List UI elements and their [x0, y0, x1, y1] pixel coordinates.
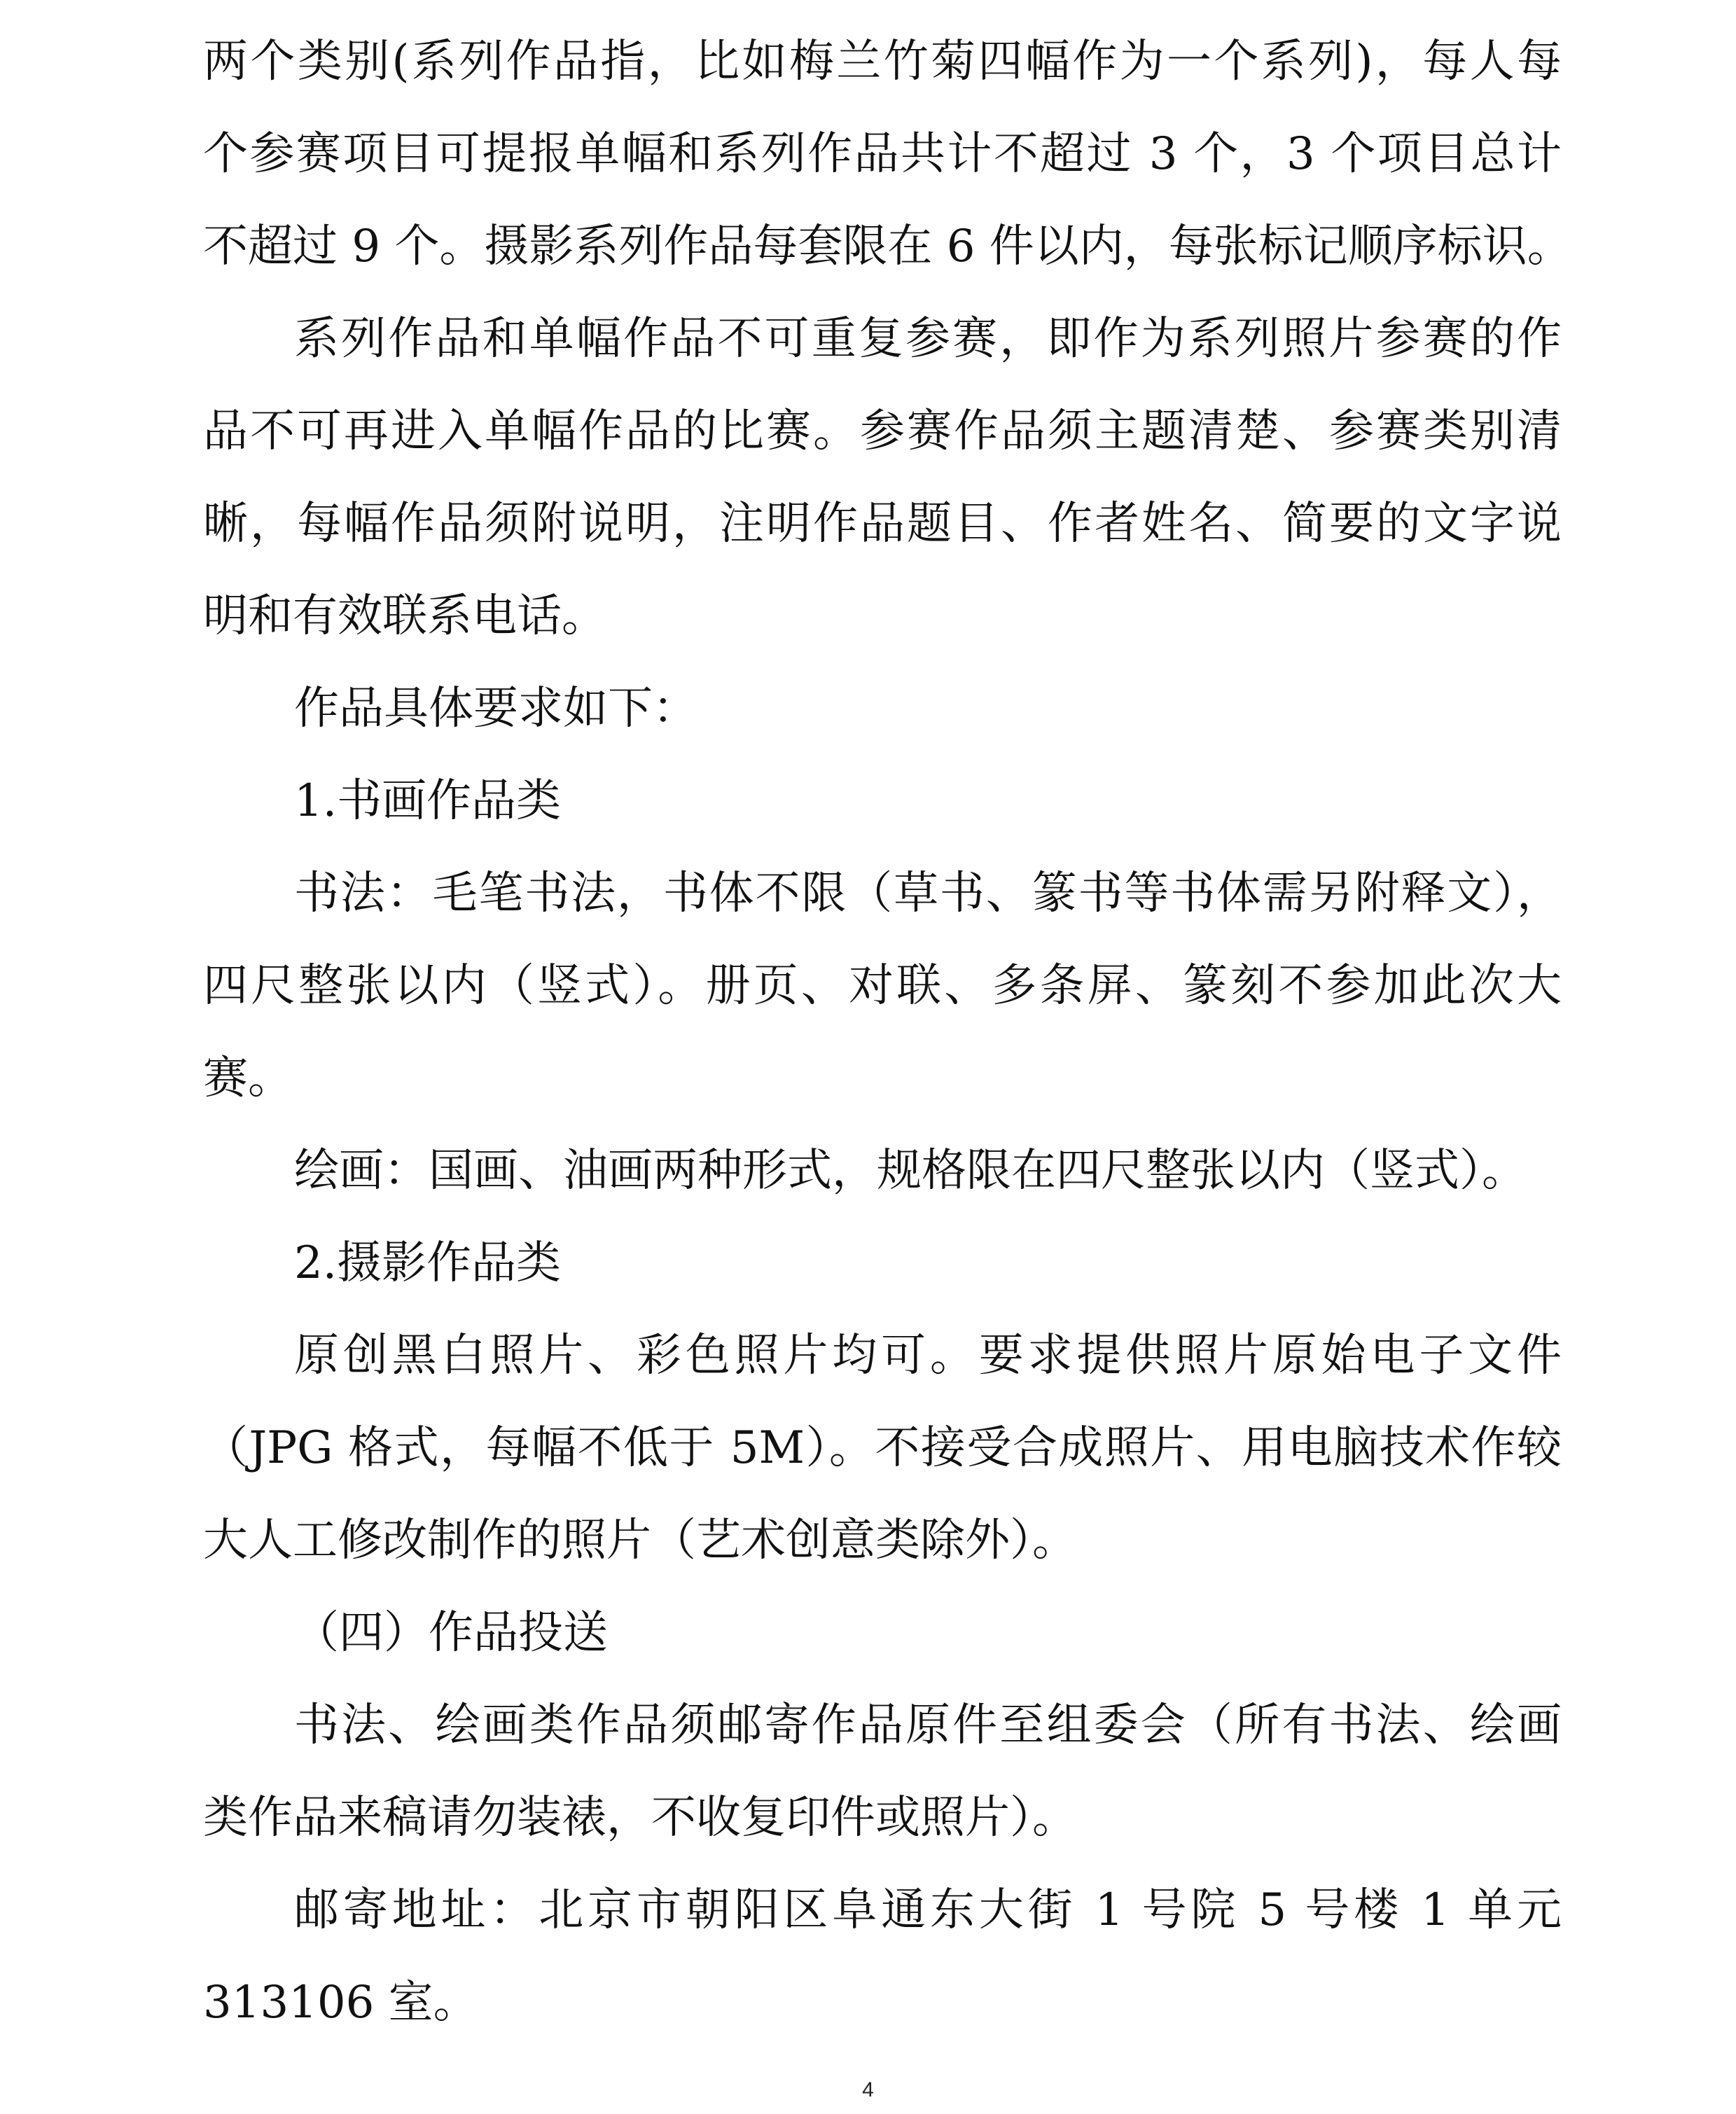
section-heading: 1.书画作品类: [294, 775, 562, 827]
paragraph-line: 个参赛项目可提报单幅和系列作品共计不超过 3 个，3 个项目总计: [203, 128, 1562, 180]
paragraph-line: 四尺整张以内（竖式）。册页、对联、多条屏、篆刻不参加此次大: [203, 960, 1562, 1012]
document-body: [203, 15, 1572, 2049]
paragraph-line: 赛。: [203, 1052, 293, 1104]
paragraph-line: 大人工修改制作的照片（艺术创意类除外）。: [203, 1515, 1077, 1566]
paragraph-line: 明和有效联系电话。: [203, 590, 606, 642]
paragraph-line: 绘画：国画、油画两种形式，规格限在四尺整张以内（竖式）。: [294, 1145, 1527, 1197]
paragraph-line: （JPG 格式，每幅不低于 5M）。不接受合成照片、用电脑技术作较: [203, 1422, 1562, 1474]
paragraph-line: 书法：毛笔书法，书体不限（草书、篆书等书体需另附释文），: [294, 868, 1562, 919]
mailing-address-line: 邮寄地址：北京市朝阳区阜通东大街 1 号院 5 号楼 1 单元: [294, 1884, 1562, 1936]
page-number: 4: [862, 2078, 874, 2101]
paragraph-line: 两个类别(系列作品指，比如梅兰竹菊四幅作为一个系列)，每人每: [203, 36, 1562, 88]
mailing-address-line: 313106 室。: [203, 1977, 478, 2029]
section-heading: （四）作品投送: [294, 1607, 608, 1659]
paragraph-line: 书法、绘画类作品须邮寄作品原件至组委会（所有书法、绘画: [294, 1699, 1562, 1751]
paragraph-line: 晰，每幅作品须附说明，注明作品题目、作者姓名、简要的文字说: [203, 498, 1562, 550]
paragraph-line: 作品具体要求如下：: [294, 683, 697, 735]
paragraph-line: 原创黑白照片、彩色照片均可。要求提供照片原始电子文件: [294, 1330, 1562, 1382]
paragraph-line: 不超过 9 个。摄影系列作品每套限在 6 件以内，每张标记顺序标识。: [203, 221, 1572, 272]
paragraph-line: 类作品来稿请勿装裱，不收复印件或照片）。: [203, 1792, 1077, 1844]
section-heading: 2.摄影作品类: [294, 1237, 562, 1289]
paragraph-line: 系列作品和单幅作品不可重复参赛，即作为系列照片参赛的作: [294, 313, 1562, 365]
paragraph-line: 品不可再进入单幅作品的比赛。参赛作品须主题清楚、参赛类别清: [203, 405, 1562, 457]
